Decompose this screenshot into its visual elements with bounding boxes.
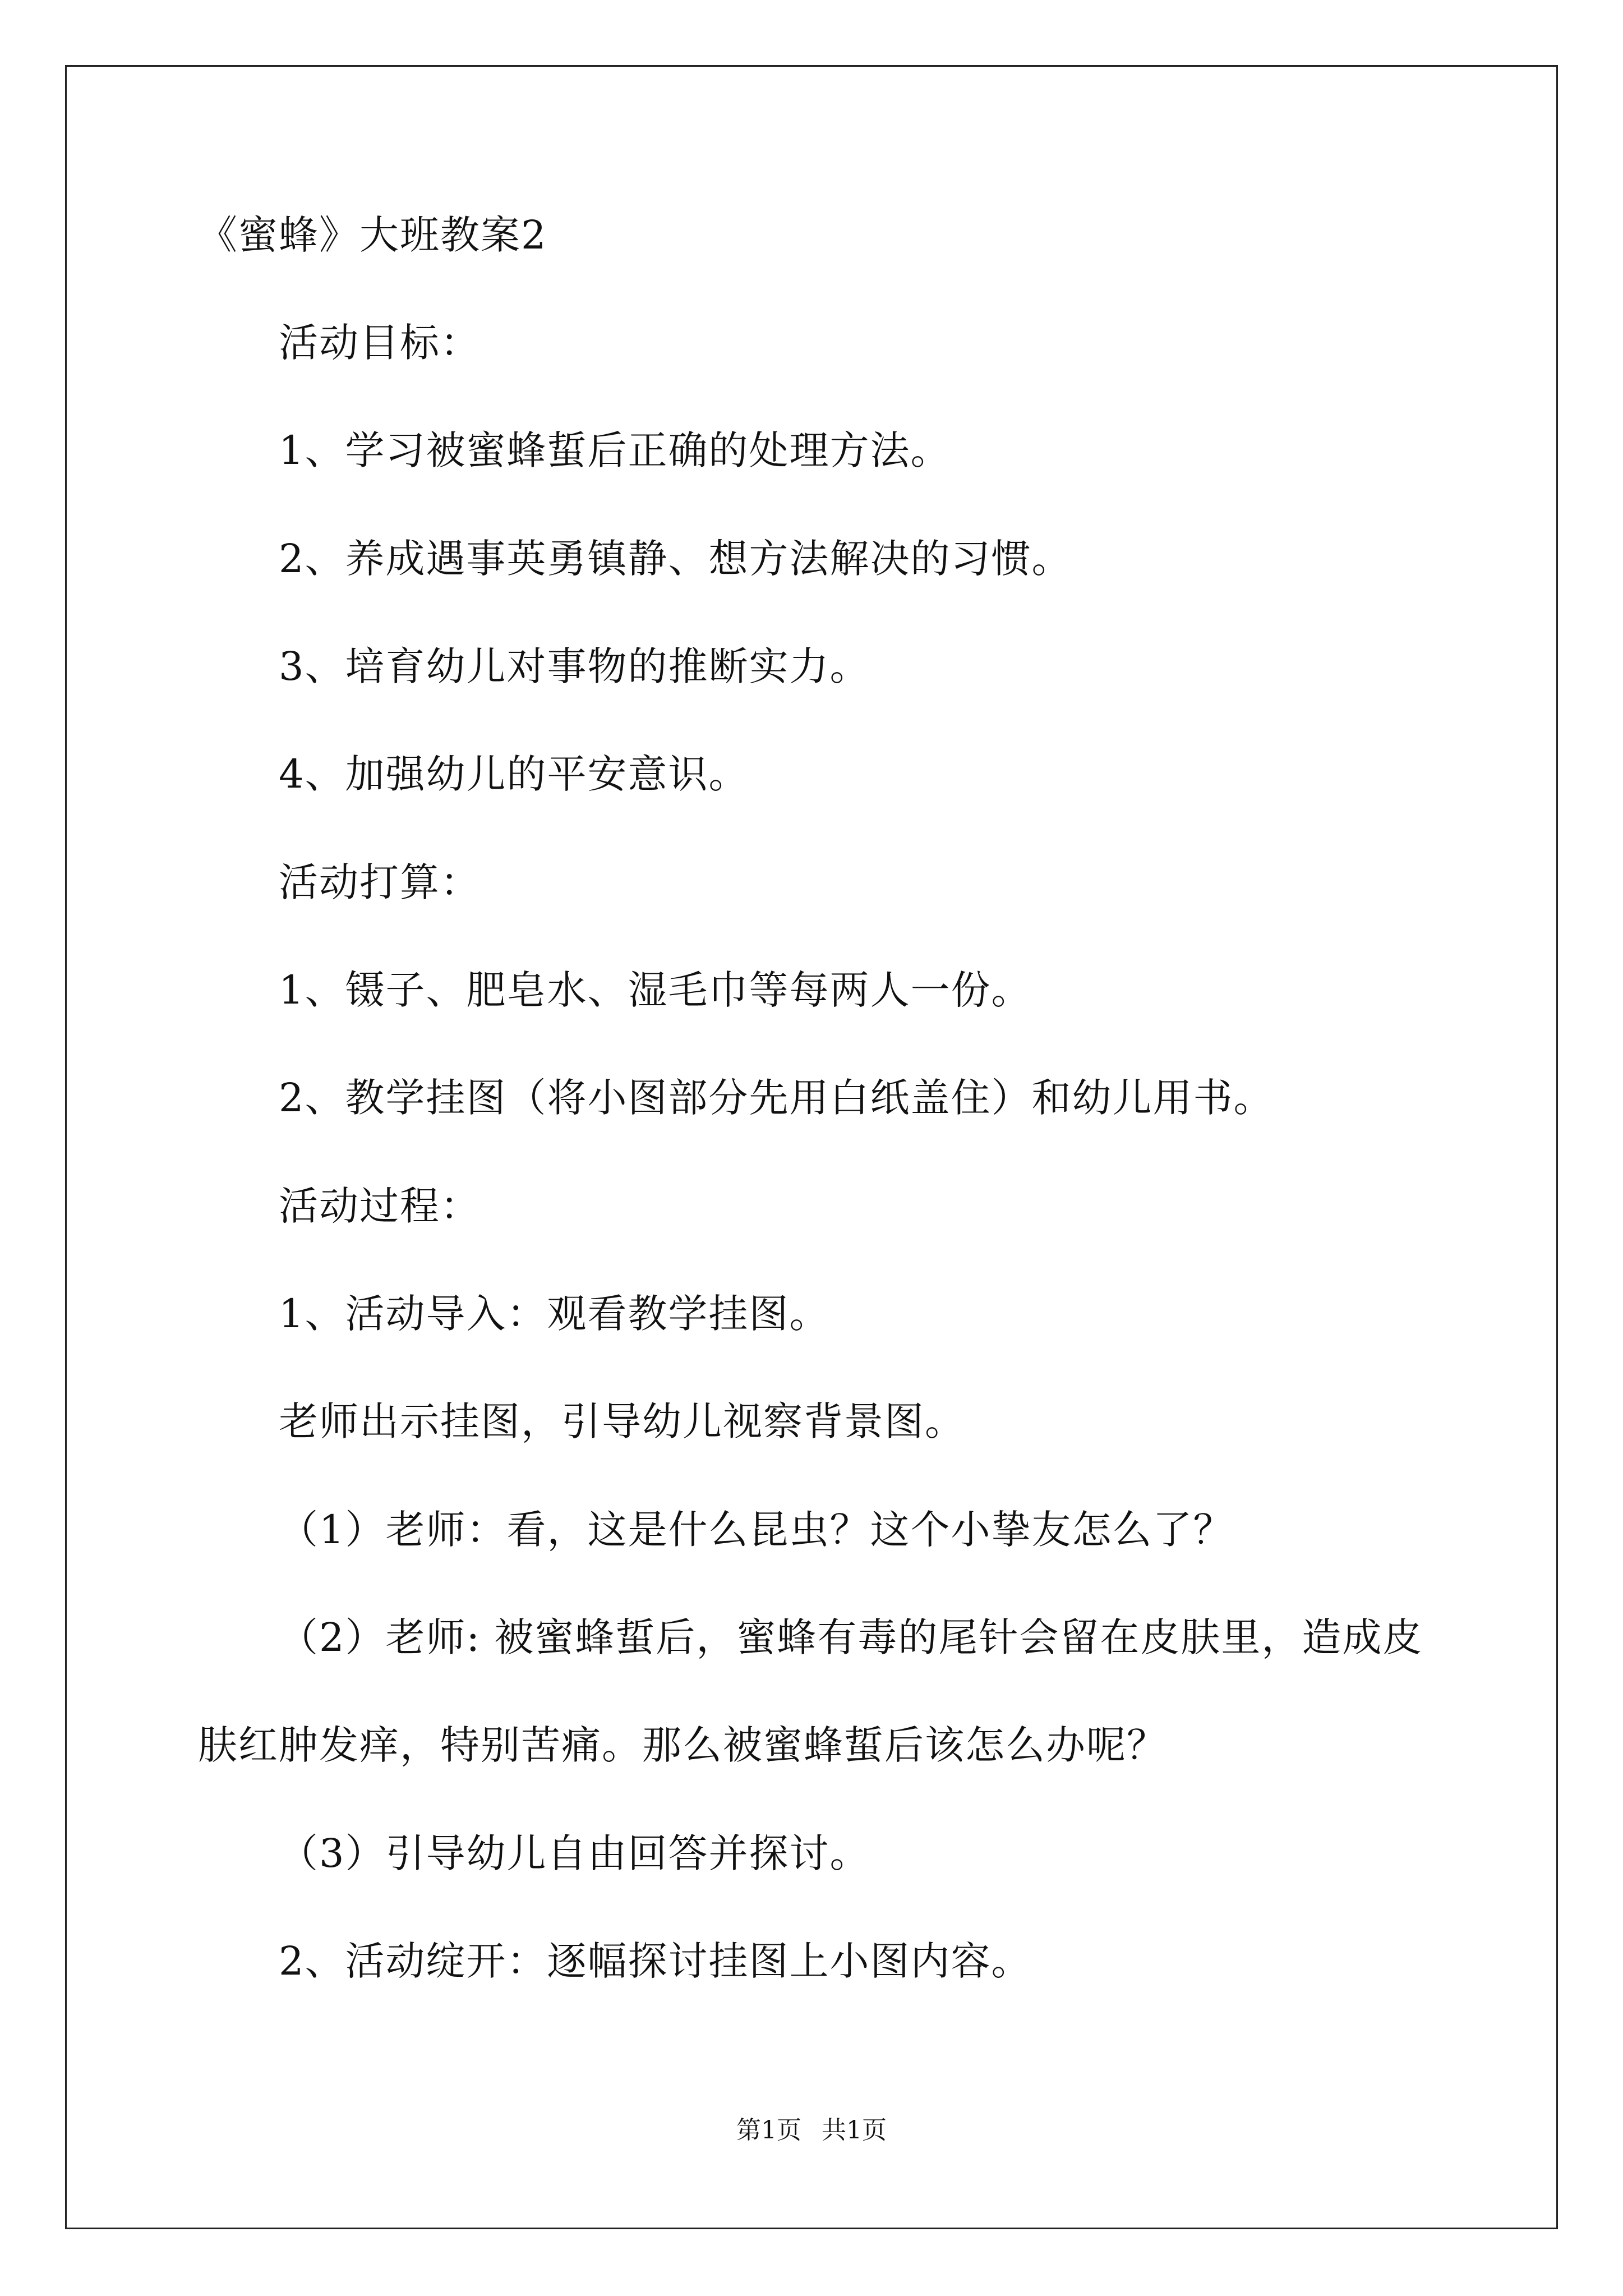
paragraph: 4、加强幼儿的平安意识。 — [279, 751, 749, 797]
paragraph: 老师出示挂图，引导幼儿视察背景图。 — [279, 1398, 965, 1444]
paragraph: 2、养成遇事英勇镇静、想方法解决的习惯。 — [279, 536, 1072, 582]
paragraph: 2、活动绽开：逐幅探讨挂图上小图内容。 — [279, 1938, 1032, 1984]
paragraph: 1、镊子、肥皂水、湿毛巾等每两人一份。 — [279, 967, 1032, 1013]
paragraph: （3）引导幼儿自由回答并探讨。 — [279, 1830, 870, 1876]
page-total: 共1页 — [822, 2116, 887, 2145]
paragraph: （1）老师：看，这是什么昆虫？这个小挚友怎么了？ — [279, 1507, 1234, 1553]
paragraph: （2）老师: 被蜜蜂蜇后，蜜蜂有毒的尾针会留在皮肤里，造成皮 — [279, 1614, 1423, 1660]
paragraph: 2、教学挂图（将小图部分先用白纸盖住）和幼儿用书。 — [279, 1075, 1274, 1121]
page-border — [65, 65, 1558, 2229]
document-title: 《蜜蜂》大班教案2 — [198, 212, 547, 258]
page-footer — [0, 2114, 1623, 2147]
section-heading-process: 活动过程： — [279, 1183, 481, 1229]
paragraph: 3、培育幼儿对事物的推断实力。 — [279, 643, 870, 689]
paragraph: 1、活动导入：观看教学挂图。 — [279, 1291, 830, 1337]
section-heading-preparation: 活动打算： — [279, 859, 481, 905]
paragraph: 1、学习被蜜蜂蜇后正确的处理方法。 — [279, 427, 951, 473]
paragraph-continuation: 肤红肿发痒，特别苦痛。那么被蜜蜂蜇后该怎么办呢？ — [198, 1722, 1167, 1768]
section-heading-goals: 活动目标： — [279, 320, 481, 366]
page-number: 第1页 — [736, 2116, 801, 2145]
